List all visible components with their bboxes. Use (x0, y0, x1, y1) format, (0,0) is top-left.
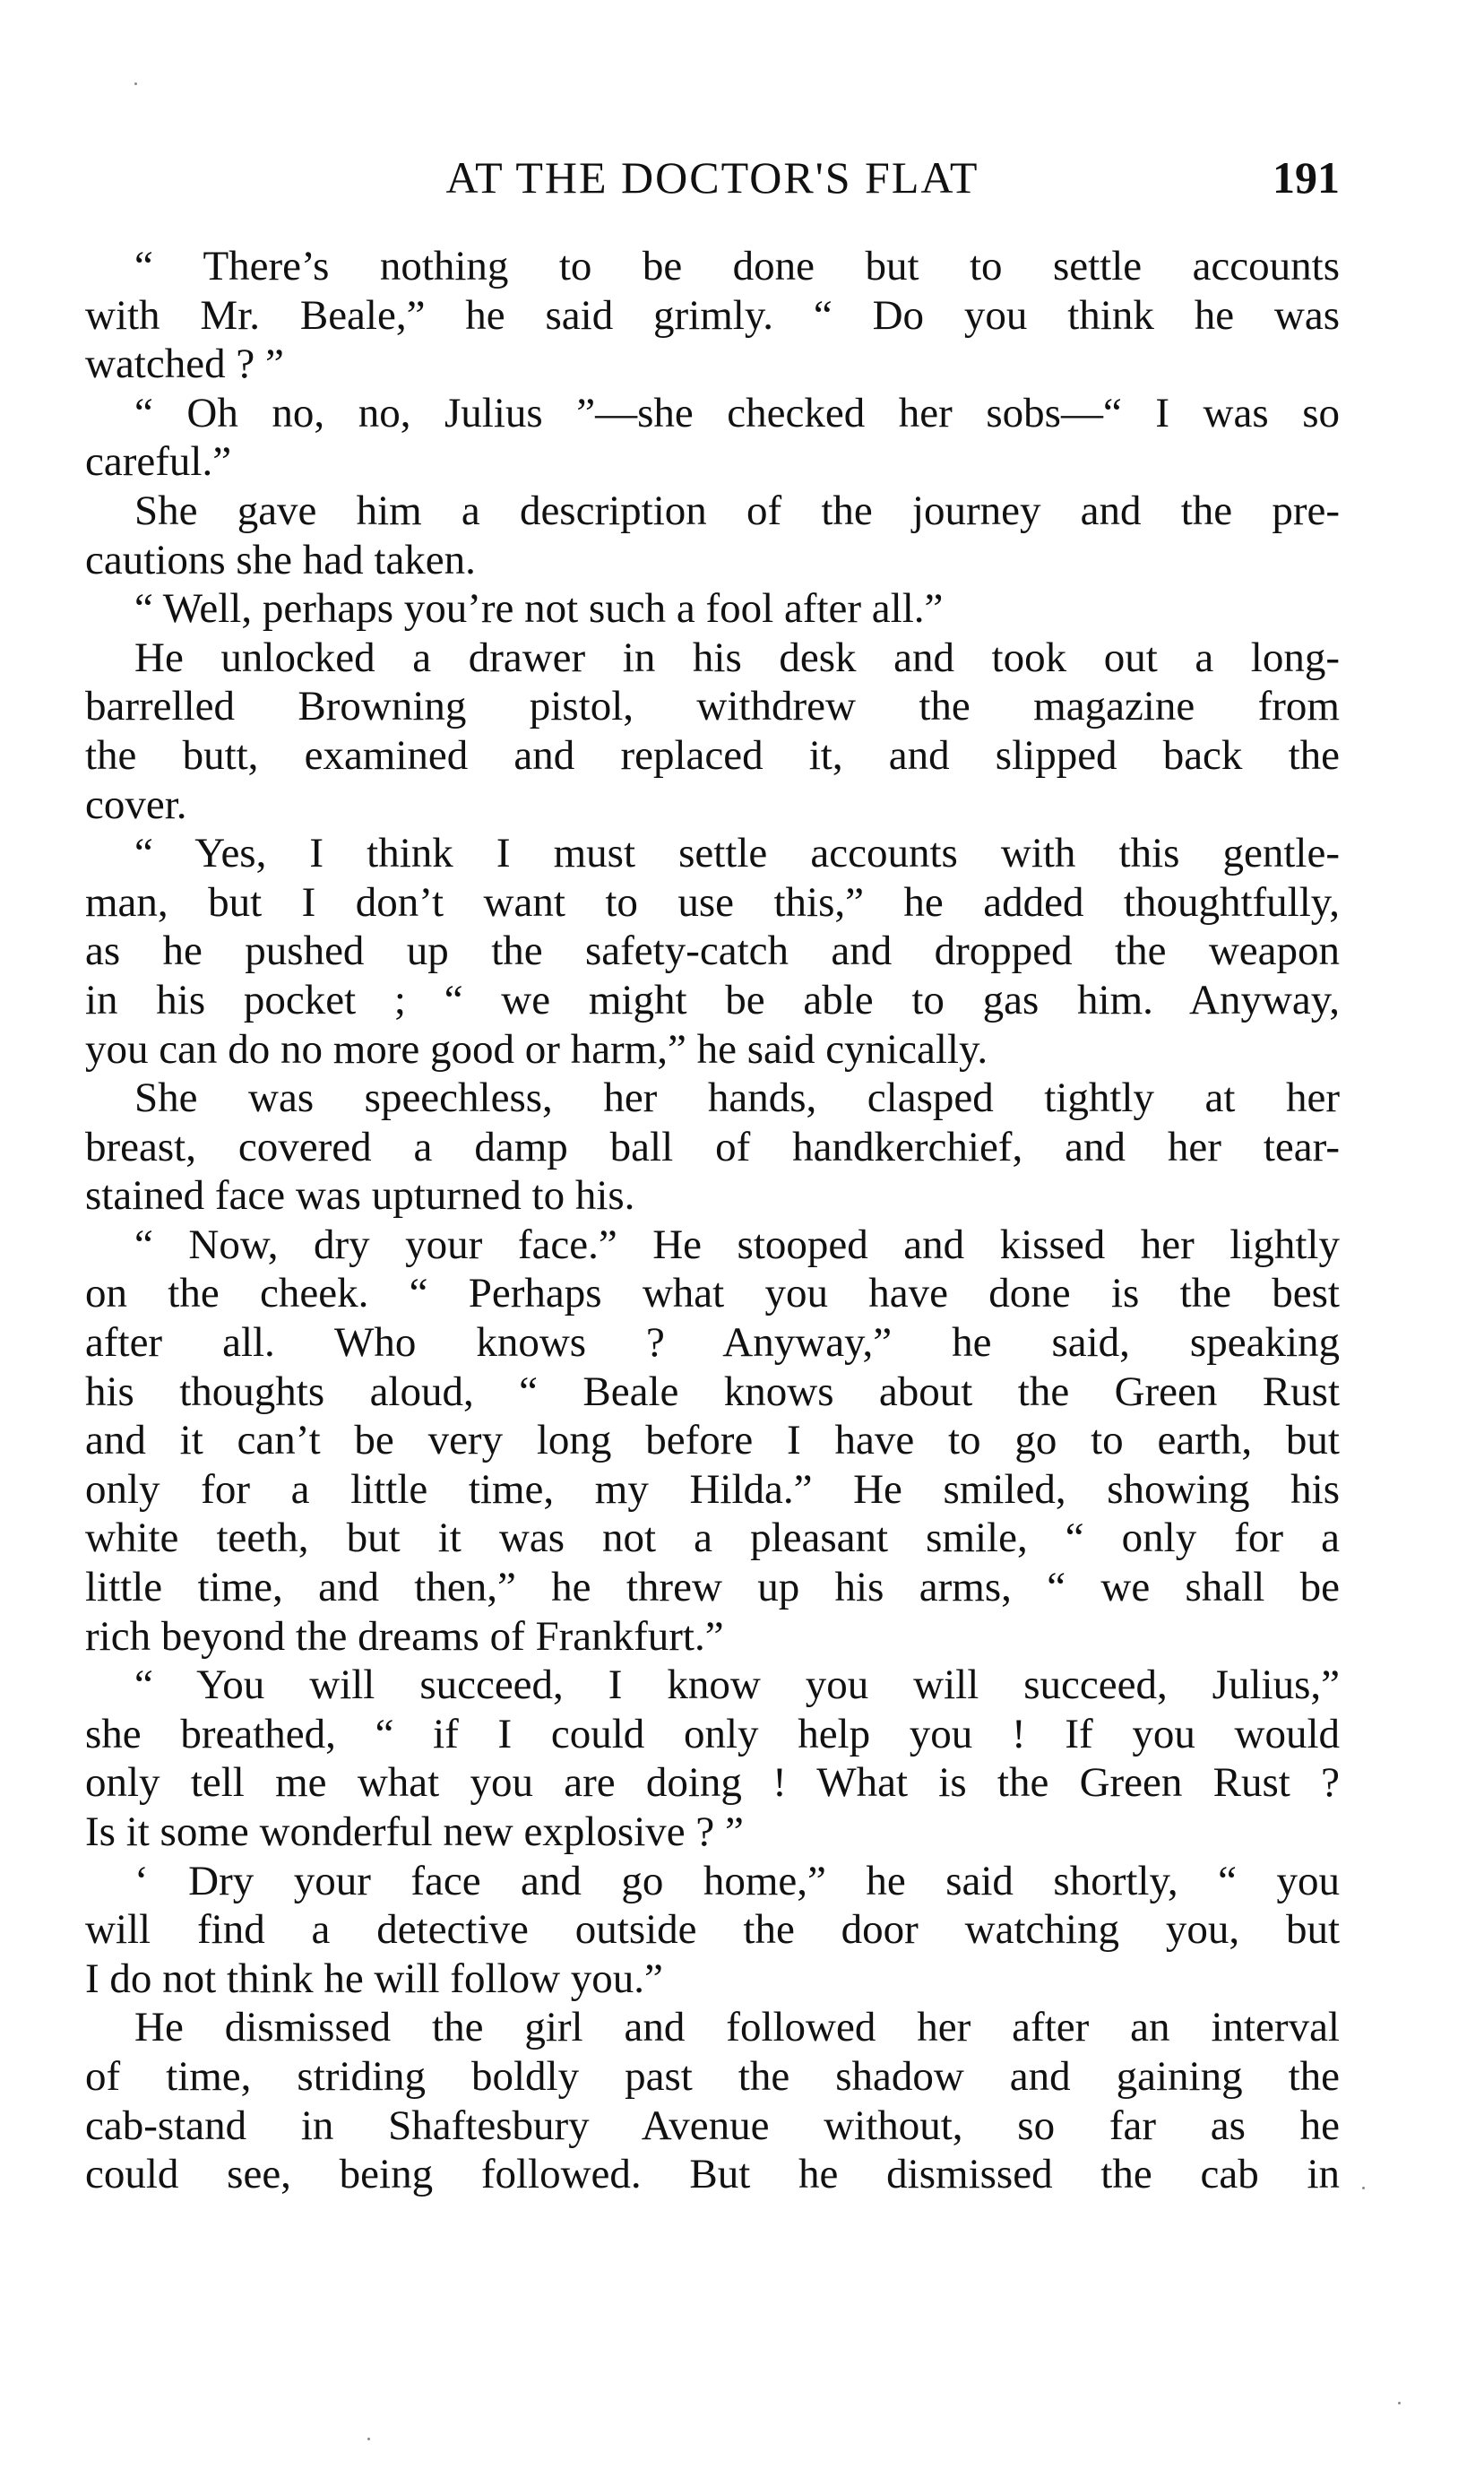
text-line: only for a little time, my Hilda.” He smiled, showing his (85, 1465, 1340, 1513)
text-line: I do not think he will follow you.” (85, 1955, 663, 2002)
text-line: She gave him a description of the journey and the pre- (134, 487, 1340, 534)
body-text (85, 242, 1340, 2199)
text-line: in his pocket ; “ we might be able to gas him. Anyway, (85, 976, 1340, 1023)
text-line: stained face was upturned to his. (85, 1172, 635, 1220)
text-line: and it can’t be very long before I have to go to earth, but (85, 1417, 1340, 1464)
text-line: “ Yes, I think I must settle accounts with this gentle- (134, 830, 1340, 877)
text-line: watched ? ” (85, 341, 284, 388)
text-line: “ Oh no, no, Julius ”—she checked her sobs—“ I was so (134, 389, 1340, 436)
text-line: He dismissed the girl and followed her after an interval (134, 2004, 1340, 2051)
text-line: will find a detective outside the door watching you, but (85, 1906, 1340, 1954)
text-line: only tell me what you are doing ! What is the Green Rust ? (85, 1759, 1340, 1807)
text-line: cab-stand in Shaftesbury Avenue without, so far as he (85, 2102, 1340, 2149)
paper-speck (367, 2438, 370, 2440)
text-line: She was speechless, her hands, clasped tightly at her (134, 1075, 1340, 1122)
text-line: of time, striding boldly past the shadow and gaining the (85, 2052, 1340, 2100)
page-header (85, 146, 1340, 209)
running-head: AT THE DOCTOR'S FLAT (445, 152, 979, 203)
text-line: on the cheek. “ Perhaps what you have done is the best (85, 1270, 1340, 1317)
text-line: Is it some wonderful new explosive ? ” (85, 1808, 744, 1855)
text-line: He unlocked a drawer in his desk and took out a long- (134, 634, 1340, 681)
text-line: cautions she had taken. (85, 536, 476, 583)
text-line: ‘ Dry your face and go home,” he said shortly, “ you (134, 1857, 1340, 1904)
text-line: rich beyond the dreams of Frankfurt.” (85, 1612, 724, 1660)
text-line: breast, covered a damp ball of handkerchief, and her tear- (85, 1123, 1340, 1170)
text-line: she breathed, “ if I could only help you ! If you would (85, 1710, 1340, 1757)
text-line: after all. Who knows ? Anyway,” he said, speaking (85, 1319, 1340, 1367)
text-line: with Mr. Beale,” he said grimly. “ Do you think he was (85, 291, 1340, 339)
paper-speck (134, 82, 137, 85)
text-line: the butt, examined and replaced it, and slipped back the (85, 731, 1340, 779)
text-line: his thoughts aloud, “ Beale knows about the Green Rust (85, 1368, 1340, 1415)
page-number: 191 (1273, 152, 1340, 203)
text-line: “ You will succeed, I know you will succeed, Julius,” (134, 1662, 1340, 1709)
paper-speck (1398, 2402, 1401, 2404)
text-line: barrelled Browning pistol, withdrew the magazine from (85, 683, 1340, 730)
text-line: careful.” (85, 438, 232, 486)
text-line: could see, being followed. But he dismissed the cab in (85, 2151, 1340, 2198)
text-line: man, but I don’t want to use this,” he added thoughtfully, (85, 878, 1340, 926)
text-line: “ Now, dry your face.” He stooped and kissed her lightly (134, 1221, 1340, 1268)
text-line: cover. (85, 781, 187, 828)
text-line: “ There’s nothing to be done but to settle accounts (134, 243, 1340, 289)
text-line: you can do no more good or harm,” he said cynically. (85, 1025, 988, 1073)
text-line: as he pushed up the safety-catch and dropped the weapon (85, 928, 1340, 975)
text-line: little time, and then,” he threw up his arms, “ we shall be (85, 1564, 1340, 1611)
paper-speck (1362, 2187, 1365, 2189)
text-line: “ Well, perhaps you’re not such a fool after all.” (134, 585, 944, 633)
text-line: white teeth, but it was not a pleasant smile, “ only for a (85, 1515, 1340, 1562)
